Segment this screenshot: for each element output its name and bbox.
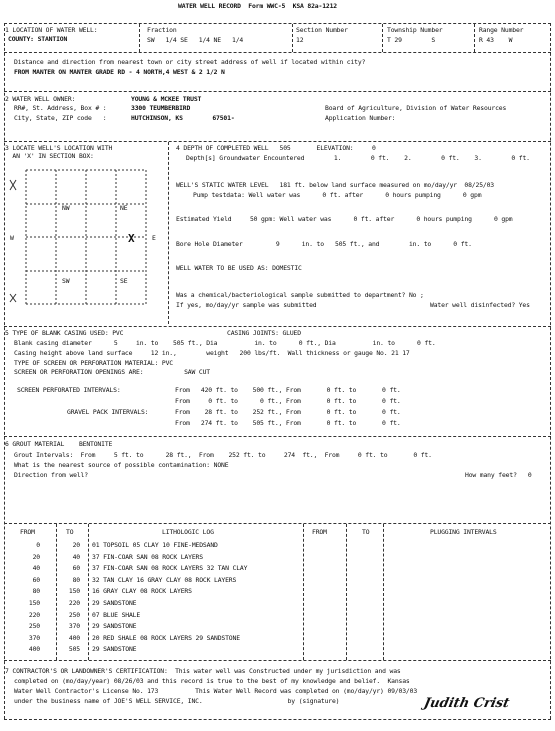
- address-value: 3300 TEUMBERBIRD: [131, 104, 191, 112]
- log-to: 150: [68, 587, 80, 596]
- signature: Judith Crist: [422, 696, 511, 711]
- log-description: 20 RED SHALE 08 ROCK LAYERS 29 SANDSTONE: [92, 633, 240, 642]
- log-description: 37 FIN-COAR SAN 08 ROCK LAYERS 32 TAN CLAY: [92, 564, 248, 573]
- section-box: [4, 160, 166, 320]
- perforated-label: SCREEN PERFORATED INTERVALS:: [17, 386, 121, 394]
- col-from: FROM: [20, 528, 35, 536]
- disinfected: Water well disinfected? Yes: [430, 301, 530, 309]
- divider: [4, 141, 551, 142]
- certification-1: 7 CONTRACTOR'S OR LANDOWNER'S CERTIFICATION: This water well was Constructed under my jurisdiction and was: [5, 667, 401, 675]
- casing-diameter: Blank casing diameter 5 in. to 505 ft., Dia in. to 0 ft., Dia in. to 0 ft.: [14, 339, 436, 347]
- range-label: Range Number: [479, 26, 524, 34]
- distance-answer: FROM MANTER ON MANTER GRADE RD - 4 NORTH,4 WEST & 2 1/2 N: [14, 68, 225, 76]
- log-from: 370: [28, 633, 40, 642]
- col-to: TO: [66, 528, 74, 536]
- log-from: 150: [28, 599, 40, 607]
- frame-left: [4, 23, 5, 719]
- log-from: 60: [32, 575, 40, 584]
- section-label: Section Number: [296, 26, 348, 34]
- city-label: City, State, ZIP code :: [14, 114, 107, 122]
- col-to-2: TO: [362, 528, 370, 536]
- ne-label: NE: [120, 204, 128, 212]
- log-to: 220: [68, 599, 80, 607]
- log-description: 29 SANDSTONE: [92, 645, 137, 654]
- contamination-source: What is the nearest source of possible contamination: NONE: [14, 461, 229, 469]
- grout-intervals: Grout Intervals: From 5 ft. to 28 ft., From 252 ft. to 274 ft., From 0 ft. to 0 ft.: [14, 451, 432, 459]
- col-lithologic: LITHOLOGIC LOG: [162, 528, 214, 536]
- range-value: R 43 W: [479, 36, 513, 44]
- owner-value: YOUNG & MCKEE TRUST: [131, 95, 202, 103]
- divider: [4, 23, 551, 24]
- log-to: 60: [72, 564, 80, 573]
- divider: [4, 436, 551, 437]
- pump-test: Pump testdata: Well water was 0 ft. after 0 hours pumping 0 gpm: [193, 191, 482, 199]
- water-use: WELL WATER TO BE USED AS: DOMESTIC: [176, 264, 302, 272]
- frame-bottom: [4, 719, 551, 720]
- gravel-interval-2: From 274 ft. to 505 ft., From 0 ft. to 0 ft.: [175, 419, 401, 427]
- certification-2: completed on (mo/day/year) 08/26/03 and this record is true to the best of my knowledge and belief. Kansas: [14, 677, 410, 685]
- divider: [382, 24, 383, 52]
- casing-joints: CASING JOINTS: GLUED: [227, 329, 301, 337]
- log-to: 505: [68, 645, 80, 654]
- locate-label: 3 LOCATE WELL'S LOCATION WITH: [5, 144, 113, 152]
- screen-material: TYPE OF SCREEN OR PERFORATION MATERIAL: PVC: [14, 359, 173, 367]
- log-to: 400: [68, 633, 80, 642]
- log-from: 80: [32, 587, 40, 596]
- bore-diameter: Bore Hole Diameter 9 in. to 505 ft., and in. to 0 ft.: [176, 240, 472, 248]
- perforated-interval-2: From 0 ft. to 0 ft., From 0 ft. to 0 ft.: [175, 397, 401, 405]
- section-value: 12: [296, 36, 304, 44]
- col-plugging: PLUGGING INTERVALS: [430, 528, 497, 536]
- nw-label: NW: [62, 204, 70, 212]
- distance-question: Distance and direction from nearest town or city street address of well if located within city?: [14, 58, 366, 66]
- certification-4: under the business name of JOE'S WELL SERVICE, INC. by (signature): [14, 697, 340, 705]
- divider: [303, 524, 304, 660]
- location-label: 1 LOCATION OF WATER WELL:: [5, 26, 98, 34]
- log-description: 16 GRAY CLAY 08 ROCK LAYERS: [92, 587, 192, 596]
- log-from: 220: [28, 610, 40, 619]
- township-value: T 29 S: [387, 36, 436, 44]
- divider: [4, 660, 551, 661]
- fraction-label: Fraction: [147, 26, 177, 34]
- gravel-label: GRAVEL PACK INTERVALS:: [67, 408, 149, 416]
- log-to: 80: [72, 575, 80, 584]
- log-description: 01 TOPSOIL 05 CLAY 10 FINE-MEDSAND: [92, 541, 218, 549]
- fraction-value: SW 1/4 SE 1/4 NE 1/4: [147, 36, 244, 44]
- chemical-sample: Was a chemical/bacteriological sample submitted to department? No ;: [176, 291, 424, 299]
- county-value: COUNTY: STANTION: [8, 35, 68, 43]
- log-description: 29 SANDSTONE: [92, 599, 137, 607]
- how-many-feet: How many feet? 0: [465, 471, 532, 479]
- certification-3: Water Well Contractor's License No. 173 This Water Well Record was completed on (mo/day/yr) 09/03/03: [14, 687, 418, 695]
- divider: [4, 91, 551, 92]
- township-label: Township Number: [387, 26, 443, 34]
- gravel-interval-1: From 28 ft. to 252 ft., From 0 ft. to 0 ft.: [175, 408, 401, 416]
- estimated-yield: Estimated Yield 50 gpm: Well water was 0 ft. after 0 hours pumping 0 gpm: [176, 215, 513, 223]
- log-description: 07 BLUE SHALE: [92, 610, 141, 619]
- log-to: 370: [68, 622, 80, 631]
- divider: [4, 52, 551, 53]
- form-title: WATER WELL RECORD Form WWC-5 KSA 82a-1212: [178, 2, 337, 10]
- direction-label: Direction from well?: [14, 471, 88, 479]
- owner-label: 2 WATER WELL OWNER:: [5, 95, 76, 103]
- log-description: 29 SANDSTONE: [92, 622, 137, 631]
- sample-date: If yes, mo/day/yr sample was submitted: [176, 301, 317, 309]
- grout-material: 6 GROUT MATERIAL BENTONITE: [5, 440, 113, 448]
- sw-label: SW: [62, 277, 70, 285]
- se-label: SE: [120, 277, 128, 285]
- log-from: 20: [32, 552, 40, 561]
- perforated-interval-1: From 420 ft. to 500 ft., From 0 ft. to 0 ft.: [175, 386, 401, 394]
- divider: [292, 24, 293, 52]
- board-text: Board of Agriculture, Division of Water Resources: [325, 104, 507, 112]
- city-value: HUTCHINSON, KS 67501-: [131, 114, 235, 122]
- log-description: 32 TAN CLAY 16 GRAY CLAY 08 ROCK LAYERS: [92, 575, 237, 584]
- depth-line: 4 DEPTH OF COMPLETED WELL 505 ELEVATION: 0: [176, 144, 376, 152]
- divider: [139, 24, 140, 52]
- log-from: 40: [32, 564, 40, 573]
- frame-right: [550, 23, 551, 719]
- log-to: 250: [68, 610, 80, 619]
- log-to: 20: [72, 541, 80, 549]
- well-location-mark: X: [128, 232, 135, 245]
- west-label: W: [10, 234, 14, 242]
- divider: [474, 24, 475, 52]
- divider: [383, 524, 384, 660]
- log-from: 0: [36, 541, 40, 549]
- log-from: 400: [28, 645, 40, 654]
- application-label: Application Number:: [325, 114, 396, 122]
- static-level: WELL'S STATIC WATER LEVEL 181 ft. below land surface measured on mo/day/yr 08/25/03: [176, 181, 494, 189]
- locate-label-2: AN 'X' IN SECTION BOX:: [5, 152, 94, 160]
- log-from: 250: [28, 622, 40, 631]
- divider: [346, 524, 347, 660]
- col-from-2: FROM: [312, 528, 327, 536]
- divider: [4, 523, 551, 524]
- casing-height: Casing height above land surface 12 in., weight 200 lbs/ft. Wall thickness or gauge No. 21 17: [14, 349, 410, 357]
- log-description: 37 FIN-COAR SAN 08 ROCK LAYERS: [92, 552, 203, 561]
- east-label: E: [152, 234, 156, 242]
- divider: [4, 326, 551, 327]
- divider: [88, 524, 89, 660]
- groundwater-line: Depth[s] Groundwater Encountered 1. 0 ft. 2. 0 ft. 3. 0 ft.: [186, 154, 530, 162]
- casing-type: 5 TYPE OF BLANK CASING USED: PVC: [5, 329, 124, 337]
- address-label: RR#, St. Address, Box # :: [14, 104, 107, 112]
- log-to: 40: [72, 552, 80, 561]
- divider: [168, 142, 169, 324]
- screen-openings: SCREEN OR PERFORATION OPENINGS ARE: SAW CUT: [14, 368, 210, 376]
